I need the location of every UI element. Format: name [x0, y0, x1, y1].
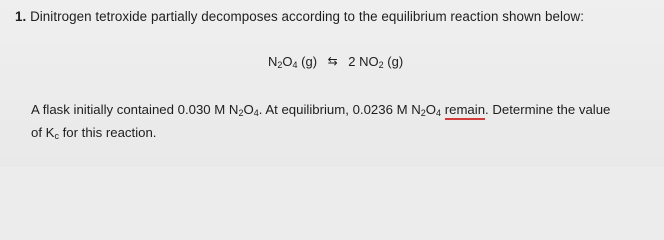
subscript: 2 — [420, 108, 426, 118]
reactant-subscript-2: 4 — [292, 60, 298, 70]
product-subscript: 2 — [378, 60, 384, 70]
product-state: (g) — [383, 54, 404, 69]
question-line — [15, 10, 584, 23]
text-fragment: of K — [31, 125, 55, 140]
problem-text-line-2 — [31, 126, 156, 139]
question-prompt: Dinitrogen tetroxide partially decomposes according to the equilibrium reaction shown below: — [30, 9, 584, 24]
reactant-subscript-1: 2 — [277, 60, 283, 70]
problem-text-line-1 — [31, 103, 610, 116]
subscript: 4 — [436, 108, 442, 118]
subscript: 4 — [253, 108, 259, 118]
text-fragment: O — [425, 102, 437, 117]
subscript: 2 — [238, 108, 244, 118]
equilibrium-arrow-icon: ⇆ — [327, 54, 338, 68]
text-fragment: A flask initially contained 0.030 M N — [31, 102, 239, 117]
reactant-state: (g) — [297, 54, 318, 69]
subscript: c — [54, 131, 59, 141]
product-formula: 2 NO — [348, 54, 379, 69]
text-fragment: . At equilibrium, 0.0236 M N — [258, 102, 421, 117]
equilibrium-equation — [268, 55, 403, 68]
underlined-remain: remain — [445, 102, 485, 120]
question-number: 1. — [15, 9, 27, 24]
text-fragment: . Determine the value — [485, 102, 611, 117]
text-fragment: for this reaction. — [58, 125, 157, 140]
reactant-formula-base: N — [268, 54, 278, 69]
reactant-formula-mid: O — [282, 54, 293, 69]
text-fragment: O — [243, 102, 254, 117]
